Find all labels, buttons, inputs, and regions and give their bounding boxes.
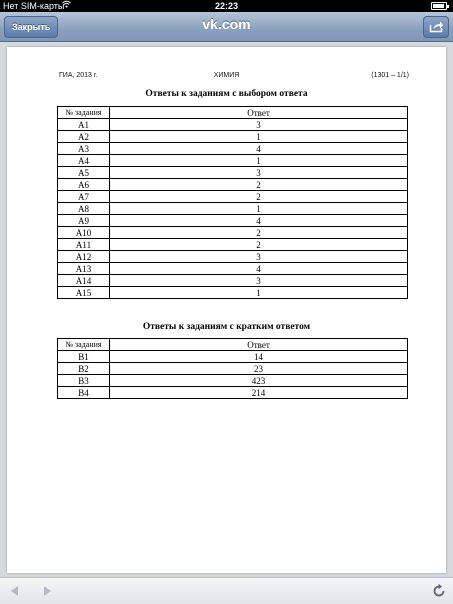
close-button[interactable]: Закрыть [4, 16, 58, 38]
answer-cell: 3 [110, 119, 408, 131]
table-row [58, 275, 408, 287]
task-number-cell: А6 [58, 179, 110, 191]
bottom-toolbar [0, 577, 453, 604]
answer-cell: 1 [110, 203, 408, 215]
task-number-cell: А7 [58, 191, 110, 203]
answer-cell: 2 [110, 239, 408, 251]
clock: 22:23 [214, 1, 239, 11]
share-button[interactable] [423, 16, 449, 38]
table-row [58, 375, 408, 387]
document-viewer[interactable] [0, 43, 453, 577]
page-title: vk.com [202, 16, 251, 32]
task-number-cell: А14 [58, 275, 110, 287]
answers-table-choice [57, 106, 408, 299]
table-row [58, 143, 408, 155]
table-row [58, 215, 408, 227]
answers-table-short [57, 338, 408, 399]
share-icon [429, 20, 444, 33]
document-page [7, 47, 446, 573]
forward-arrow-icon[interactable] [40, 584, 54, 598]
table-row [58, 363, 408, 375]
answer-cell: 1 [110, 287, 408, 299]
answer-cell: 1 [110, 155, 408, 167]
back-arrow-icon[interactable] [8, 584, 22, 598]
table-row [58, 167, 408, 179]
col-answer-header: Ответ [110, 107, 408, 119]
task-number-cell: А1 [58, 119, 110, 131]
col-answer-header: Ответ [110, 339, 408, 351]
battery-icon [431, 2, 447, 10]
status-bar [0, 0, 453, 12]
task-number-cell: А13 [58, 263, 110, 275]
task-number-cell: А5 [58, 167, 110, 179]
table-row [58, 155, 408, 167]
answer-cell: 4 [110, 143, 408, 155]
table-header-row [58, 339, 408, 351]
answer-cell: 3 [110, 275, 408, 287]
answer-cell: 1 [110, 131, 408, 143]
table-row [58, 239, 408, 251]
col-task-header: № задания [58, 339, 110, 351]
table-row [58, 251, 408, 263]
answer-cell: 4 [110, 215, 408, 227]
table-row [58, 119, 408, 131]
table-row [58, 387, 408, 399]
answer-cell: 3 [110, 251, 408, 263]
answer-cell: 4 [110, 263, 408, 275]
task-number-cell: А12 [58, 251, 110, 263]
table-header-row [58, 107, 408, 119]
task-number-cell: В4 [58, 387, 110, 399]
table-row [58, 179, 408, 191]
task-number-cell: А3 [58, 143, 110, 155]
table-row [58, 131, 408, 143]
task-number-cell: А10 [58, 227, 110, 239]
answer-cell: 2 [110, 227, 408, 239]
table-row [58, 191, 408, 203]
table-row [58, 263, 408, 275]
navigation-bar [0, 12, 453, 42]
task-number-cell: А9 [58, 215, 110, 227]
table-row [58, 287, 408, 299]
table-row [58, 227, 408, 239]
section-title-choice: Ответы к заданиям с выбором ответа [145, 89, 308, 99]
answer-cell: 23 [110, 363, 408, 375]
answer-cell: 423 [110, 375, 408, 387]
answer-cell: 14 [110, 351, 408, 363]
task-number-cell: В2 [58, 363, 110, 375]
col-task-header: № задания [58, 107, 110, 119]
task-number-cell: В1 [58, 351, 110, 363]
table-row [58, 203, 408, 215]
reload-icon[interactable] [431, 583, 447, 599]
table-row [58, 351, 408, 363]
carrier-label: Нет SIM-карты [3, 1, 65, 11]
answer-cell: 2 [110, 179, 408, 191]
task-number-cell: А2 [58, 131, 110, 143]
answer-cell: 2 [110, 191, 408, 203]
header-code: (1301 – 1/1) [371, 72, 409, 79]
header-subject: ХИМИЯ [213, 72, 240, 79]
answer-cell: 3 [110, 167, 408, 179]
task-number-cell: В3 [58, 375, 110, 387]
task-number-cell: А15 [58, 287, 110, 299]
header-exam: ГИА, 2013 г. [59, 72, 98, 79]
section-title-short: Ответы к заданиям с кратким ответом [142, 322, 311, 332]
answer-cell: 214 [110, 387, 408, 399]
task-number-cell: А11 [58, 239, 110, 251]
task-number-cell: А8 [58, 203, 110, 215]
task-number-cell: А4 [58, 155, 110, 167]
